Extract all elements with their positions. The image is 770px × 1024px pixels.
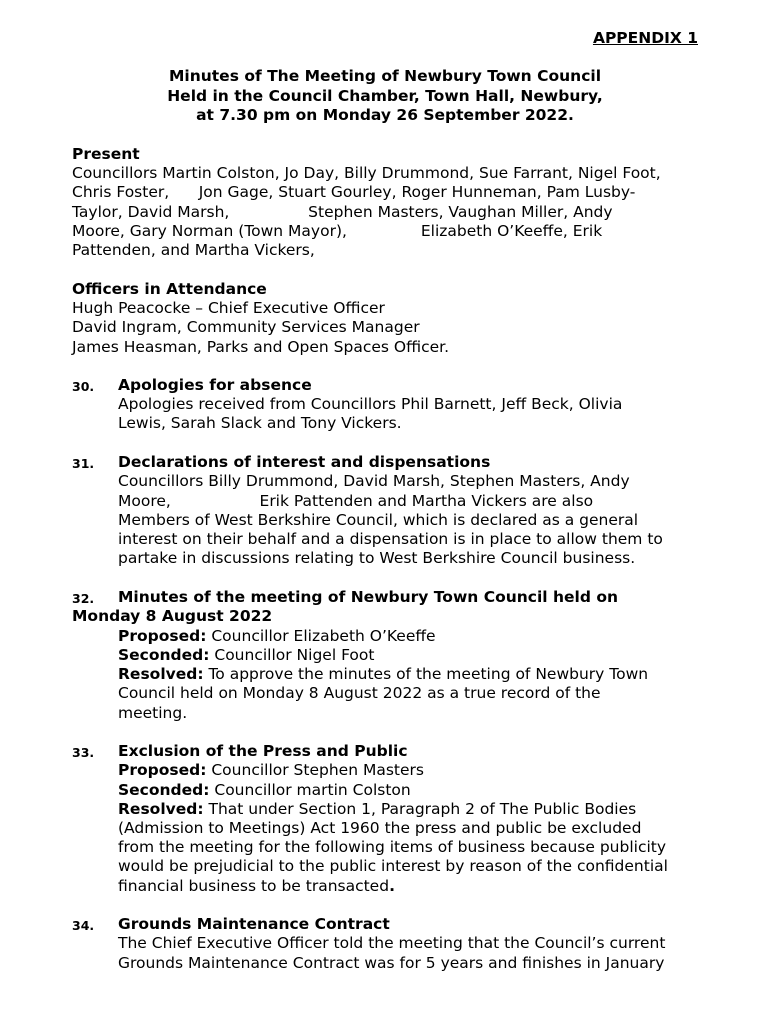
proposed-value: Councillor Stephen Masters <box>206 761 424 779</box>
seconded-value: Councillor Nigel Foot <box>209 646 375 664</box>
item-text-line: Council held on Monday 8 August 2022 as a true record of the <box>118 684 601 702</box>
item-text-line: (Admission to Meetings) Act 1960 the press and public be excluded <box>118 819 642 837</box>
item-heading: Grounds Maintenance Contract <box>118 915 390 933</box>
present-line: Moore, Gary Norman (Town Mayor), Elizabeth O’Keeffe, Erik <box>72 222 603 240</box>
item-number: 32. <box>72 591 95 606</box>
item-heading: Exclusion of the Press and Public <box>118 742 408 760</box>
item-text-line: Grounds Maintenance Contract was for 5 years and finishes in January <box>118 954 665 972</box>
proposed-line <box>118 627 436 646</box>
item-text-line: interest on their behalf and a dispensation is in place to allow them to <box>118 530 663 548</box>
title-line-1: Minutes of The Meeting of Newbury Town Council <box>168 67 602 85</box>
item-number: 31. <box>72 456 95 471</box>
item-text-line: partake in discussions relating to West Berkshire Council business. <box>118 549 636 567</box>
item-text-line: would be prejudicial to the public interest by reason of the confidential <box>118 857 668 875</box>
officer-line: David Ingram, Community Services Manager <box>72 318 420 336</box>
resolved-label: Resolved: <box>118 800 204 818</box>
officer-line: Hugh Peacocke – Chief Executive Officer <box>72 299 385 317</box>
present-line: Taylor, David Marsh, Stephen Masters, Vaughan Miller, Andy <box>72 203 613 221</box>
item-text-line: Moore, Erik Pattenden and Martha Vickers are also <box>118 492 594 510</box>
resolved-value: To approve the minutes of the meeting of Newbury Town <box>203 665 649 683</box>
end-mark: . <box>389 877 395 895</box>
item-text-line: from the meeting for the following items of business because publicity <box>118 838 667 856</box>
seconded-label: Seconded: <box>118 781 210 799</box>
item-number: 30. <box>72 379 95 394</box>
item-text-line <box>118 877 395 896</box>
seconded-label: Seconded: <box>118 646 210 664</box>
item-text-line: Councillors Billy Drummond, David Marsh, Stephen Masters, Andy <box>118 472 630 490</box>
present-heading: Present <box>72 145 140 163</box>
resolved-label: Resolved: <box>118 665 204 683</box>
proposed-line <box>118 761 424 780</box>
item-text-line: The Chief Executive Officer told the meeting that the Council’s current <box>118 934 666 952</box>
proposed-label: Proposed: <box>118 761 207 779</box>
item-number: 34. <box>72 918 95 933</box>
item-text-line: Lewis, Sarah Slack and Tony Vickers. <box>118 414 402 432</box>
resolved-line <box>118 665 648 684</box>
proposed-value: Councillor Elizabeth O’Keeffe <box>206 627 436 645</box>
title-line-3: at 7.30 pm on Monday 26 September 2022. <box>196 106 574 124</box>
present-line: Pattenden, and Martha Vickers, <box>72 241 315 259</box>
officer-line: James Heasman, Parks and Open Spaces Officer. <box>72 338 450 356</box>
item-number: 33. <box>72 745 95 760</box>
resolved-value: That under Section 1, Paragraph 2 of The Public Bodies <box>203 800 637 818</box>
seconded-line <box>118 646 374 665</box>
title-line-2: Held in the Council Chamber, Town Hall, Newbury, <box>167 87 603 105</box>
officers-heading: Officers in Attendance <box>72 280 267 298</box>
item-heading: Minutes of the meeting of Newbury Town Council held on <box>118 588 619 606</box>
item-heading: Apologies for absence <box>118 376 312 394</box>
resolved-last-text: financial business to be transacted <box>118 877 390 895</box>
seconded-value: Councillor martin Colston <box>209 781 411 799</box>
present-line: Chris Foster, Jon Gage, Stuart Gourley, Roger Hunneman, Pam Lusby- <box>72 183 636 201</box>
item-text-line: Members of West Berkshire Council, which is declared as a general <box>118 511 639 529</box>
item-heading: Declarations of interest and dispensations <box>118 453 491 471</box>
appendix-label: APPENDIX 1 <box>592 29 698 47</box>
present-line: Councillors Martin Colston, Jo Day, Billy Drummond, Sue Farrant, Nigel Foot, <box>72 164 661 182</box>
resolved-line <box>118 800 636 819</box>
seconded-line <box>118 781 411 800</box>
item-text-line: Apologies received from Councillors Phil Barnett, Jeff Beck, Olivia <box>118 395 623 413</box>
item-heading-continued: Monday 8 August 2022 <box>72 607 273 625</box>
proposed-label: Proposed: <box>118 627 207 645</box>
item-text-line: meeting. <box>118 704 188 722</box>
